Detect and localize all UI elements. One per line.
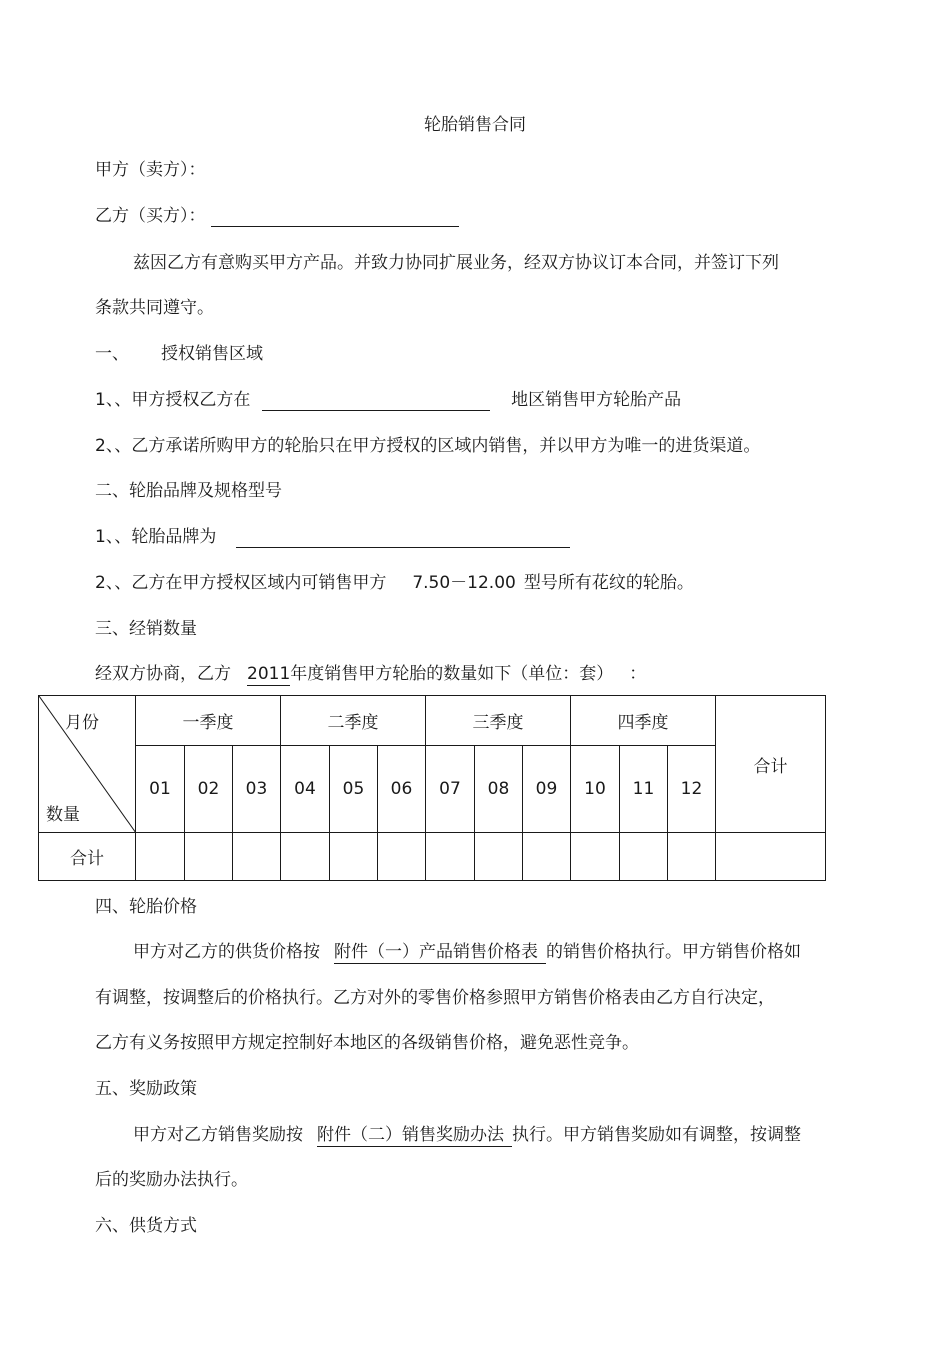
party-b-blank[interactable] [211, 208, 459, 227]
total-row-label: 合计 [39, 833, 136, 881]
quantity-cell[interactable] [620, 833, 668, 881]
total-cell[interactable] [716, 833, 826, 881]
section-3-heading: 三、经销数量 [95, 619, 197, 639]
section-3-text-a: 经双方协商，乙方 [95, 664, 231, 684]
section-5-para-line-2: 后的奖励办法执行。 [95, 1170, 248, 1190]
party-b-label: 乙方（买方）： [95, 206, 206, 226]
clause-1-2: 2、、乙方承诺所购甲方的轮胎只在甲方授权的区域内销售，并以甲方为唯一的进货渠道。 [95, 436, 761, 456]
section-3-text [95, 663, 646, 685]
clause-1-1 [95, 389, 681, 411]
region-blank[interactable] [262, 392, 490, 411]
month-header: 12 [668, 746, 716, 833]
quantity-cell[interactable] [330, 833, 378, 881]
month-header: 07 [426, 746, 475, 833]
section-5-para-line-1 [133, 1124, 801, 1147]
section-4-heading: 四、轮胎价格 [95, 897, 197, 917]
section-4-para-line-3: 乙方有义务按照甲方规定控制好本地区的各级销售价格，避免恶性竞争。 [95, 1033, 639, 1053]
section-1-title: 授权销售区域 [161, 344, 263, 364]
month-header: 08 [475, 746, 523, 833]
party-a-label: 甲方（卖方）： [95, 160, 206, 180]
month-header: 03 [233, 746, 281, 833]
quantity-cell[interactable] [668, 833, 716, 881]
quantity-cell[interactable] [281, 833, 330, 881]
month-header: 01 [136, 746, 185, 833]
corner-quantity-label: 数量 [46, 805, 80, 825]
intro-line-1: 兹因乙方有意购买甲方产品。并致力协同扩展业务，经双方协议订本合同，并签订下列 [133, 253, 779, 273]
quarter-header: 三季度 [426, 696, 571, 746]
section-3-text-b: 年度销售甲方轮胎的数量如下（单位：套） [290, 664, 614, 684]
quantity-cell[interactable] [136, 833, 185, 881]
month-header: 05 [330, 746, 378, 833]
month-header: 09 [523, 746, 571, 833]
intro-line-2: 条款共同遵守。 [95, 298, 214, 318]
clause-2-2 [95, 572, 694, 594]
attachment-1-reference: 附件（一）产品销售价格表 [334, 942, 538, 962]
clause-2-1-text: 1、、轮胎品牌为 [95, 527, 217, 547]
total-header: 合计 [716, 696, 826, 833]
brand-blank[interactable] [236, 529, 570, 548]
clause-2-1 [95, 526, 570, 548]
attachment-2-reference: 附件（二）销售奖励办法 [317, 1125, 504, 1145]
section-4-text-a: 甲方对乙方的供货价格按 [133, 942, 320, 962]
quantity-cell[interactable] [571, 833, 620, 881]
month-header: 02 [185, 746, 233, 833]
document-title: 轮胎销售合同 [424, 115, 526, 135]
quantity-cell[interactable] [378, 833, 426, 881]
table-corner-cell [39, 696, 136, 833]
month-header: 10 [571, 746, 620, 833]
section-3-year: 2011 [247, 664, 291, 684]
section-5-heading: 五、奖励政策 [95, 1079, 197, 1099]
quarter-header: 二季度 [281, 696, 426, 746]
section-4-para-line-1 [133, 941, 801, 964]
month-header: 04 [281, 746, 330, 833]
quantity-cell[interactable] [233, 833, 281, 881]
clause-2-2-spec: 7.50－12.00 [412, 573, 516, 593]
clause-2-2-text-a: 2、、乙方在甲方授权区域内可销售甲方 [95, 573, 387, 593]
month-header: 06 [378, 746, 426, 833]
section-2-heading: 二、轮胎品牌及规格型号 [95, 481, 282, 501]
quarter-header: 四季度 [571, 696, 716, 746]
section-1-heading [95, 343, 263, 365]
section-5-text-c: 执行。甲方销售奖励如有调整，按调整 [512, 1125, 801, 1145]
month-header: 11 [620, 746, 668, 833]
section-6-heading: 六、供货方式 [95, 1216, 197, 1236]
party-a-line [95, 159, 206, 181]
quarter-header: 一季度 [136, 696, 281, 746]
quantity-cell[interactable] [185, 833, 233, 881]
party-b-line [95, 205, 459, 227]
section-1-number: 一、 [95, 344, 129, 364]
quantity-cell[interactable] [426, 833, 475, 881]
clause-1-1-text-a: 1、、甲方授权乙方在 [95, 390, 251, 410]
quantity-table [38, 695, 826, 881]
section-4-para-line-2: 有调整，按调整后的价格执行。乙方对外的零售价格参照甲方销售价格表由乙方自行决定， [95, 988, 775, 1008]
section-5-text-a: 甲方对乙方销售奖励按 [133, 1125, 303, 1145]
section-3-colon: ： [629, 664, 647, 684]
clause-1-1-text-b: 地区销售甲方轮胎产品 [511, 390, 682, 410]
corner-month-label: 月份 [65, 713, 99, 733]
quantity-cell[interactable] [523, 833, 571, 881]
quantity-cell[interactable] [475, 833, 523, 881]
section-4-text-c: 的销售价格执行。甲方销售价格如 [546, 942, 801, 962]
clause-2-2-text-c: 型号所有花纹的轮胎。 [523, 573, 694, 593]
